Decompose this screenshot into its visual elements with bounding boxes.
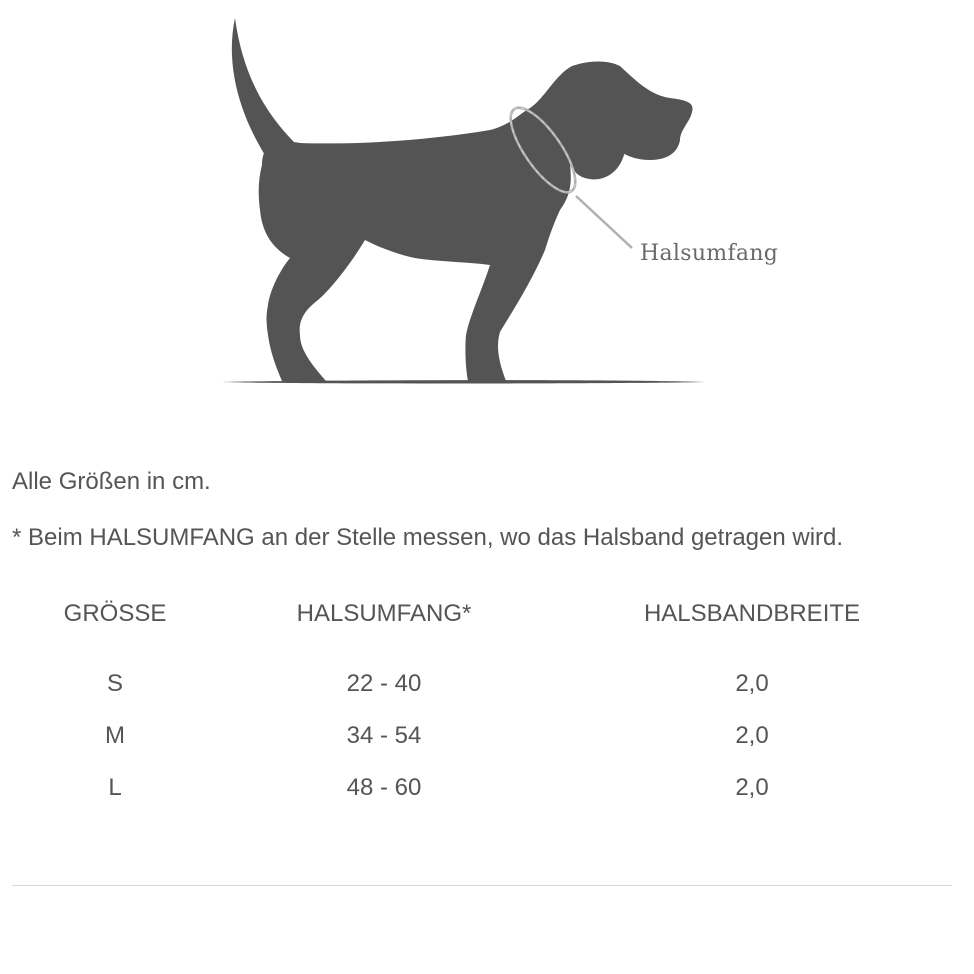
table-cell-width: 2,0: [735, 722, 769, 749]
table-cell-size: S: [106, 670, 124, 697]
units-note: Alle Größen in cm.: [12, 468, 211, 495]
table-cell-size: M: [105, 722, 125, 749]
dog-silhouette-icon: [222, 18, 705, 384]
table-cell-width: 2,0: [735, 670, 769, 697]
table-cell-neck: 48 - 60: [346, 774, 422, 801]
table-cell-neck: 34 - 54: [346, 722, 422, 749]
bottom-divider: [12, 885, 952, 886]
header-halsbandbreite: HALSBANDBREITE: [643, 600, 861, 627]
halsumfang-label: Halsumfang: [640, 241, 779, 266]
header-groesse: GRÖSSE: [63, 600, 167, 627]
measure-leader-line: [576, 196, 632, 248]
table-cell-width: 2,0: [735, 774, 769, 801]
dog-illustration: [0, 0, 974, 400]
table-cell-neck: 22 - 40: [346, 670, 422, 697]
table-cell-size: L: [108, 774, 122, 801]
header-halsumfang: HALSUMFANG*: [296, 600, 472, 627]
measure-note: * Beim HALSUMFANG an der Stelle messen, wo das Halsband getragen wird.: [12, 524, 844, 551]
